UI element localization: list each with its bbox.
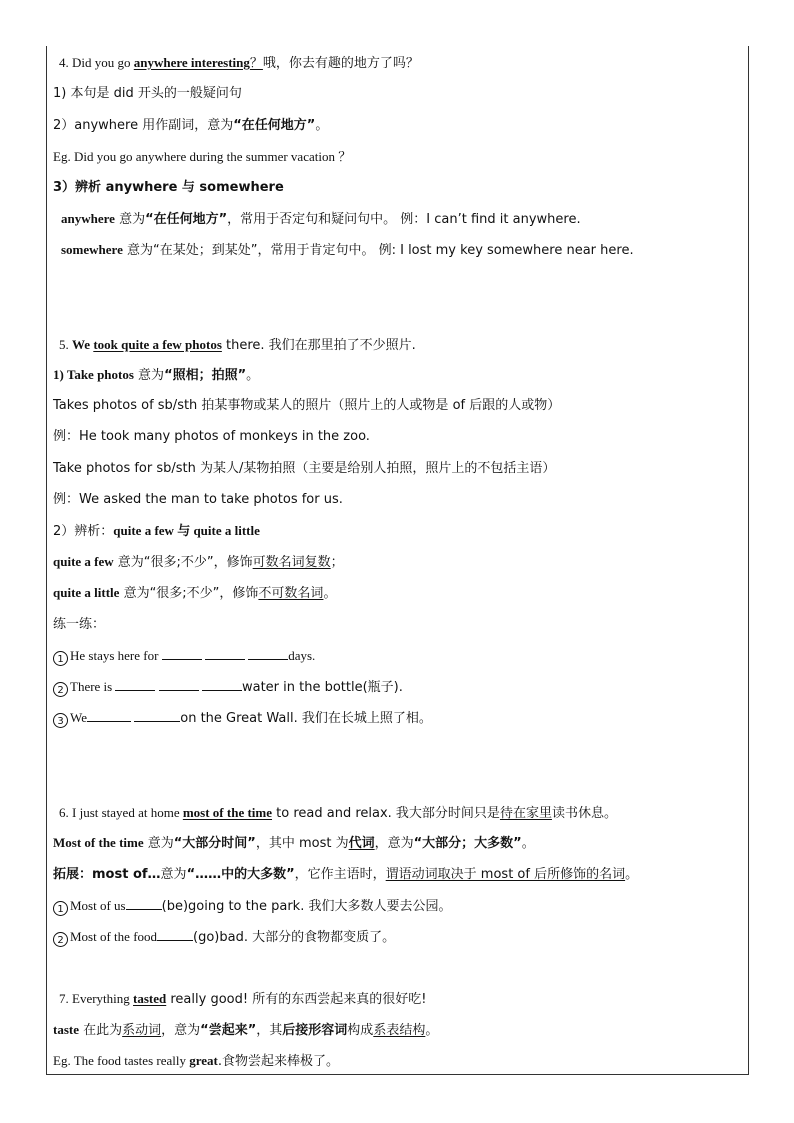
s4-point-1: 1) 本句是 did 开头的一般疑问句 bbox=[53, 86, 242, 101]
s6-exercise-1: 1 Most of us (be)going to the park. 我们大多数人要去公园。 bbox=[53, 897, 451, 916]
s5-quite-a-few: quite a few 意为“很多;不少”，修饰可数名词复数； bbox=[53, 554, 344, 570]
s7-example: Eg. The food tastes really great.食物尝起来棒极了。 bbox=[53, 1053, 340, 1069]
s4-anywhere-def: anywhere 意为“在任何地方”，常用于否定句和疑问句中。 例：I can’t find it anywhere. bbox=[61, 211, 581, 227]
s5-point-2: 2）辨析：quite a few 与 quite a little bbox=[53, 523, 260, 539]
answer-blank[interactable] bbox=[126, 897, 162, 910]
s4-heading: 4. Did you go anywhere interesting？哦，你去有趣的地方了吗？ bbox=[59, 55, 419, 71]
s6-heading: 6. I just stayed at home most of the time to read and relax. 我大部分时间只是待在家里读书休息。 bbox=[59, 805, 617, 821]
s5-point-1: 1) Take photos 意为“照相；拍照”。 bbox=[53, 367, 260, 383]
s5-quite-a-little: quite a little 意为“很多;不少”，修饰不可数名词。 bbox=[53, 585, 337, 601]
s5-exercise-2: 2 There is water in the bottle(瓶子). bbox=[53, 678, 403, 697]
s4-point-2: 2）anywhere 用作副词，意为“在任何地方”。 bbox=[53, 118, 329, 133]
s5-usage-2: Take photos for sb/sth 为某人/某物拍照（主要是给别人拍照，照片上的不包括主语） bbox=[53, 461, 556, 476]
answer-blank[interactable] bbox=[134, 709, 180, 722]
answer-blank[interactable] bbox=[115, 678, 155, 691]
s5-exercise-3: 3 We on the Great Wall. 我们在长城上照了相。 bbox=[53, 709, 432, 728]
s6-most-of-the-time: Most of the time 意为“大部分时间”，其中 most 为代词，意为“大部分；大多数”。 bbox=[53, 835, 535, 851]
s7-heading: 7. Everything tasted really good! 所有的东西尝起来真的很好吃! bbox=[59, 991, 427, 1007]
s5-exercise-1: 1 He stays here for days. bbox=[53, 647, 315, 666]
s5-practice-label: 练一练： bbox=[53, 617, 106, 632]
s5-example-2: 例：We asked the man to take photos for us. bbox=[53, 492, 343, 507]
s6-exercise-2: 2 Most of the food (go)bad. 大部分的食物都变质了。 bbox=[53, 928, 395, 947]
s4-point-3: 3）辨析 anywhere 与 somewhere bbox=[53, 180, 284, 195]
s5-example-1: 例：He took many photos of monkeys in the zoo. bbox=[53, 429, 370, 444]
answer-blank[interactable] bbox=[87, 709, 131, 722]
s5-usage-1: Takes photos of sb/sth 拍某事物或某人的照片（照片上的人或物是 of 后跟的人或物） bbox=[53, 398, 561, 413]
answer-blank[interactable] bbox=[159, 678, 199, 691]
answer-blank[interactable] bbox=[162, 647, 202, 660]
answer-blank[interactable] bbox=[205, 647, 245, 660]
s4-somewhere-def: somewhere 意为“在某处；到某处”，常用于肯定句中。 例: I lost my key somewhere near here. bbox=[61, 242, 634, 258]
answer-blank[interactable] bbox=[157, 928, 193, 941]
s7-taste-def: taste 在此为系动词，意为“尝起来”，其后接形容词构成系表结构。 bbox=[53, 1022, 439, 1038]
s5-heading: 5. We took quite a few photos there. 我们在那里拍了不少照片. bbox=[59, 337, 416, 353]
s4-example: Eg. Did you go anywhere during the summer vacation ？ bbox=[53, 149, 352, 164]
answer-blank[interactable] bbox=[248, 647, 288, 660]
answer-blank[interactable] bbox=[202, 678, 242, 691]
s6-extension: 拓展：most of…意为“……中的大多数”，它作主语时，谓语动词取决于 most of 后所修饰的名词。 bbox=[53, 867, 639, 882]
